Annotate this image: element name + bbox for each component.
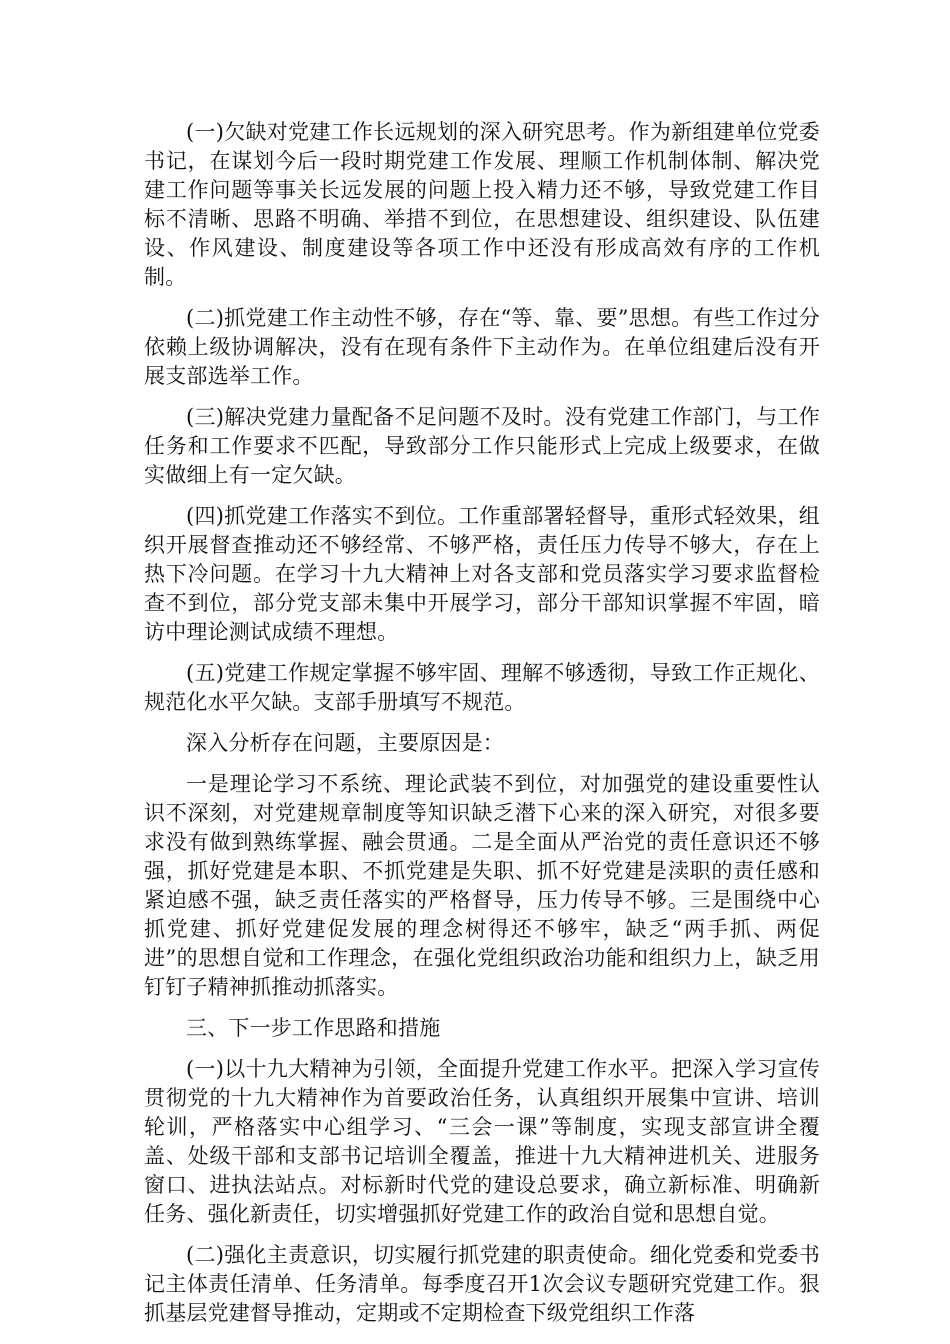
section-heading-next-steps: 三、下一步工作思路和措施 — [186, 1016, 441, 1040]
paragraph-problem-1: (一)欠缺对党建工作长远规划的深入研究思考。作为新组建单位党委书记，在谋划今后一段时期党建工作发展、理顺工作机制体制、解决党建工作问题等事关长远发展的问题上投入精力还不够，导致党建工作目标不清晰、思路不明确、举措不到位，在思想建设、组织建设、队伍建设、作风建设、制度建设等各项工作中还没有形成高效有序的工作机制。 — [144, 120, 820, 289]
paragraph-measure-1: (一)以十九大精神为引领，全面提升党建工作水平。把深入学习宣传贯彻党的十九大精神作为首要政治任务，认真组织开展集中宣讲、培训轮训，严格落实中心组学习、“三会一课”等制度，实现支部宣讲全覆盖、处级干部和支部书记培训全覆盖，推进十九大精神进机关、进服务窗口、进执法站点。对标新时代党的建设总要求，确立新标准、明确新任务、强化新责任，切实增强抓好党建工作的政治自觉和思想自觉。 — [144, 1057, 820, 1226]
paragraph-problem-2: (二)抓党建工作主动性不够，存在“等、靠、要”思想。有些工作过分依赖上级协调解决，没有在现有条件下主动作为。在单位组建后没有开展支部选举工作。 — [144, 306, 820, 388]
paragraph-problem-3: (三)解决党建力量配备不足问题不及时。没有党建工作部门，与工作任务和工作要求不匹配，导致部分工作只能形式上完成上级要求，在做实做细上有一定欠缺。 — [144, 405, 820, 487]
paragraph-problem-4: (四)抓党建工作落实不到位。工作重部署轻督导，重形式轻效果，组织开展督查推动还不够经常、不够严格，责任压力传导不够大，存在上热下冷问题。在学习十九大精神上对各支部和党员落实学习要求监督检查不到位，部分党支部未集中开展学习，部分干部知识掌握不牢固，暗访中理论测试成绩不理想。 — [144, 504, 820, 644]
paragraph-analysis-intro: 深入分析存在问题，主要原因是： — [186, 731, 504, 755]
paragraph-problem-5: (五)党建工作规定掌握不够牢固、理解不够透彻，导致工作正规化、规范化水平欠缺。支部手册填写不规范。 — [144, 661, 820, 714]
paragraph-analysis-causes: 一是理论学习不系统、理论武装不到位，对加强党的建设重要性认识不深刻，对党建规章制度等知识缺乏潜下心来的深入研究，对很多要求没有做到熟练掌握、融会贯通。二是全面从严治党的责任意识还不够强，抓好党建是本职、不抓党建是失职、抓不好党建是渎职的责任感和紧迫感不强，缺乏责任落实的严格督导，压力传导不够。三是围绕中心抓党建、抓好党建促发展的理念树得还不够牢，缺乏“两手抓、两促进”的思想自觉和工作理念，在强化党组织政治功能和组织力上，缺乏用钉钉子精神抓推动抓落实。 — [144, 772, 820, 999]
document-body — [144, 118, 820, 1340]
paragraph-measure-2: (二)强化主责意识，切实履行抓党建的职责使命。细化党委和党委书记主体责任清单、任务清单。每季度召开1次会议专题研究党建工作。狠抓基层党建督导推动，定期或不定期检查下级党组织工作落 — [144, 1243, 820, 1325]
